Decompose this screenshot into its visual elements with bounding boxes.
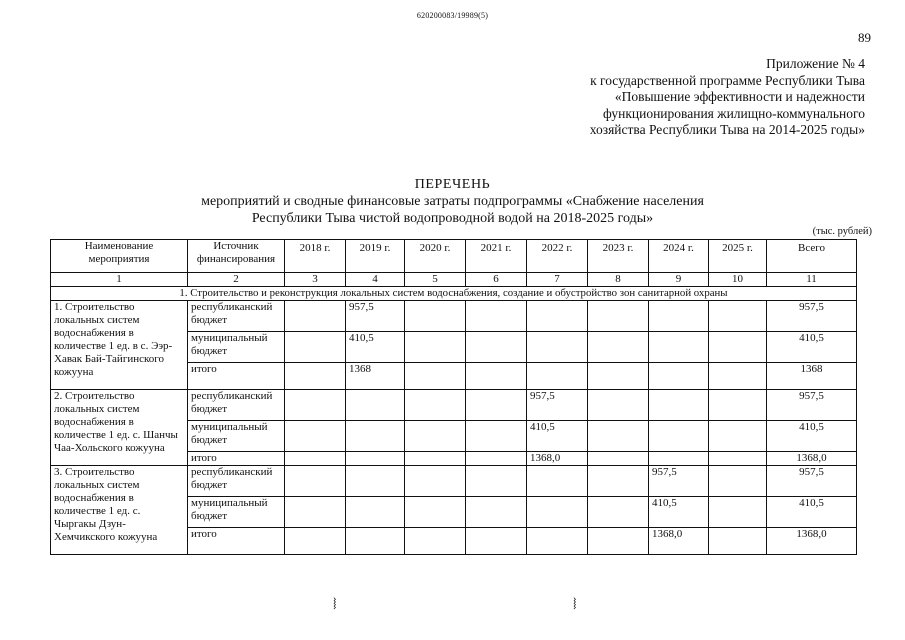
- column-number: 1: [51, 273, 188, 287]
- total-cell: 410,5: [767, 421, 857, 452]
- value-cell: [346, 528, 405, 555]
- value-cell: [527, 497, 588, 528]
- value-cell: [405, 452, 466, 466]
- value-cell: 957,5: [346, 301, 405, 332]
- handwritten-mark: ⧘: [573, 594, 577, 613]
- page-number: 89: [858, 30, 871, 45]
- value-cell: [649, 390, 709, 421]
- funding-source: итого: [188, 452, 285, 466]
- value-cell: [709, 301, 767, 332]
- header-cell: 2024 г.: [649, 240, 709, 273]
- header-cell: 2020 г.: [405, 240, 466, 273]
- value-cell: 410,5: [649, 497, 709, 528]
- total-cell: 410,5: [767, 332, 857, 363]
- value-cell: [405, 363, 466, 390]
- section-title: 1. Строительство и реконструкция локальных систем водоснабжения, создание и обустройство зон санитарной охраны: [51, 287, 857, 301]
- total-cell: 1368,0: [767, 528, 857, 555]
- appendix-line: к государственной программе Республики Тыва: [590, 72, 865, 88]
- header-cell: Источник финансирования: [188, 240, 285, 273]
- document-title: [0, 176, 905, 227]
- value-cell: [709, 390, 767, 421]
- header-cell: 2021 г.: [466, 240, 527, 273]
- header-cell: Наименование мероприятия: [51, 240, 188, 273]
- funding-source: республиканский бюджет: [188, 466, 285, 497]
- value-cell: [588, 452, 649, 466]
- appendix-line: «Повышение эффективности и надежности: [614, 89, 865, 105]
- header-cell: 2025 г.: [709, 240, 767, 273]
- value-cell: 957,5: [527, 390, 588, 421]
- value-cell: [466, 390, 527, 421]
- column-number: 2: [188, 273, 285, 287]
- value-cell: [709, 421, 767, 452]
- value-cell: [285, 421, 346, 452]
- value-cell: [527, 301, 588, 332]
- value-cell: [285, 363, 346, 390]
- value-cell: [285, 332, 346, 363]
- column-number: 3: [285, 273, 346, 287]
- funding-source: итого: [188, 528, 285, 555]
- value-cell: [405, 332, 466, 363]
- value-cell: [649, 452, 709, 466]
- title-line: мероприятий и сводные финансовые затраты подпрограммы «Снабжение населения: [201, 194, 704, 209]
- table-row: [51, 466, 857, 497]
- column-number: 9: [649, 273, 709, 287]
- header-cell: 2023 г.: [588, 240, 649, 273]
- funding-source: муниципальный бюджет: [188, 421, 285, 452]
- value-cell: [285, 466, 346, 497]
- value-cell: [709, 332, 767, 363]
- value-cell: [709, 528, 767, 555]
- value-cell: [649, 332, 709, 363]
- value-cell: [346, 497, 405, 528]
- value-cell: [527, 528, 588, 555]
- document-id: 620200083/19989(5): [416, 11, 489, 20]
- value-cell: 410,5: [346, 332, 405, 363]
- value-cell: [285, 301, 346, 332]
- column-number: 6: [466, 273, 527, 287]
- value-cell: [285, 452, 346, 466]
- appendix-line: хозяйства Республики Тыва на 2014-2025 годы»: [589, 122, 865, 138]
- handwritten-mark: ⧘: [333, 594, 337, 613]
- value-cell: [466, 301, 527, 332]
- table-row: [51, 301, 857, 332]
- value-cell: [527, 332, 588, 363]
- column-number: 11: [767, 273, 857, 287]
- appendix-line: функционирования жилищно-коммунального: [602, 105, 865, 121]
- value-cell: 410,5: [527, 421, 588, 452]
- value-cell: 1368: [346, 363, 405, 390]
- total-cell: 410,5: [767, 497, 857, 528]
- total-cell: 957,5: [767, 301, 857, 332]
- value-cell: 1368,0: [649, 528, 709, 555]
- total-cell: 957,5: [767, 466, 857, 497]
- funding-source: республиканский бюджет: [188, 301, 285, 332]
- value-cell: [588, 363, 649, 390]
- value-cell: [527, 466, 588, 497]
- value-cell: [346, 390, 405, 421]
- appendix-header: [590, 56, 865, 139]
- value-cell: [588, 466, 649, 497]
- funding-source: муниципальный бюджет: [188, 497, 285, 528]
- total-cell: 1368,0: [767, 452, 857, 466]
- value-cell: [649, 363, 709, 390]
- funding-source: итого: [188, 363, 285, 390]
- units-note: (тыс. рублей): [812, 226, 872, 237]
- value-cell: [588, 497, 649, 528]
- value-cell: [285, 497, 346, 528]
- value-cell: 1368,0: [527, 452, 588, 466]
- value-cell: [285, 528, 346, 555]
- value-cell: [649, 301, 709, 332]
- table-row: [51, 390, 857, 421]
- column-number: 10: [709, 273, 767, 287]
- item-name: 1. Строительство локальных систем водоснабжения в количестве 1 ед. в с. Ээр-Хавак Бай-Тайгинского кожууна: [51, 301, 188, 390]
- value-cell: [709, 466, 767, 497]
- value-cell: [709, 497, 767, 528]
- value-cell: [466, 363, 527, 390]
- value-cell: [588, 421, 649, 452]
- value-cell: [588, 332, 649, 363]
- value-cell: [285, 390, 346, 421]
- section-row: [51, 287, 857, 301]
- value-cell: [346, 466, 405, 497]
- value-cell: [588, 528, 649, 555]
- title-line: Республики Тыва чистой водопроводной водой на 2018-2025 годы»: [251, 211, 654, 226]
- value-cell: [346, 421, 405, 452]
- value-cell: [405, 466, 466, 497]
- value-cell: [405, 497, 466, 528]
- item-name: 2. Строительство локальных систем водоснабжения в количестве 1 ед. с. Шанчы Чаа-Хольского кожууна: [51, 390, 188, 466]
- value-cell: [405, 301, 466, 332]
- column-number: 7: [527, 273, 588, 287]
- financial-costs-table: [50, 239, 857, 555]
- header-cell: Всего: [767, 240, 857, 273]
- item-name: 3. Строительство локальных систем водоснабжения в количестве 1 ед. с. Чыргакы Дзун-Хемчикского кожууна: [51, 466, 188, 555]
- value-cell: [588, 390, 649, 421]
- value-cell: [466, 528, 527, 555]
- value-cell: 957,5: [649, 466, 709, 497]
- header-cell: 2019 г.: [346, 240, 405, 273]
- header-cell: 2018 г.: [285, 240, 346, 273]
- value-cell: [466, 452, 527, 466]
- column-number: 8: [588, 273, 649, 287]
- value-cell: [527, 363, 588, 390]
- value-cell: [466, 497, 527, 528]
- header-cell: 2022 г.: [527, 240, 588, 273]
- total-cell: 1368: [767, 363, 857, 390]
- value-cell: [405, 528, 466, 555]
- total-cell: 957,5: [767, 390, 857, 421]
- value-cell: [588, 301, 649, 332]
- value-cell: [709, 363, 767, 390]
- value-cell: [466, 332, 527, 363]
- funding-source: республиканский бюджет: [188, 390, 285, 421]
- table-header-row: [51, 240, 857, 273]
- funding-source: муниципальный бюджет: [188, 332, 285, 363]
- value-cell: [466, 466, 527, 497]
- title-line: ПЕРЕЧЕНЬ: [414, 177, 491, 192]
- value-cell: [405, 390, 466, 421]
- value-cell: [405, 421, 466, 452]
- column-number: 5: [405, 273, 466, 287]
- value-cell: [649, 421, 709, 452]
- column-number-row: [51, 273, 857, 287]
- value-cell: [709, 452, 767, 466]
- value-cell: [466, 421, 527, 452]
- appendix-line: Приложение № 4: [766, 56, 865, 71]
- column-number: 4: [346, 273, 405, 287]
- value-cell: [346, 452, 405, 466]
